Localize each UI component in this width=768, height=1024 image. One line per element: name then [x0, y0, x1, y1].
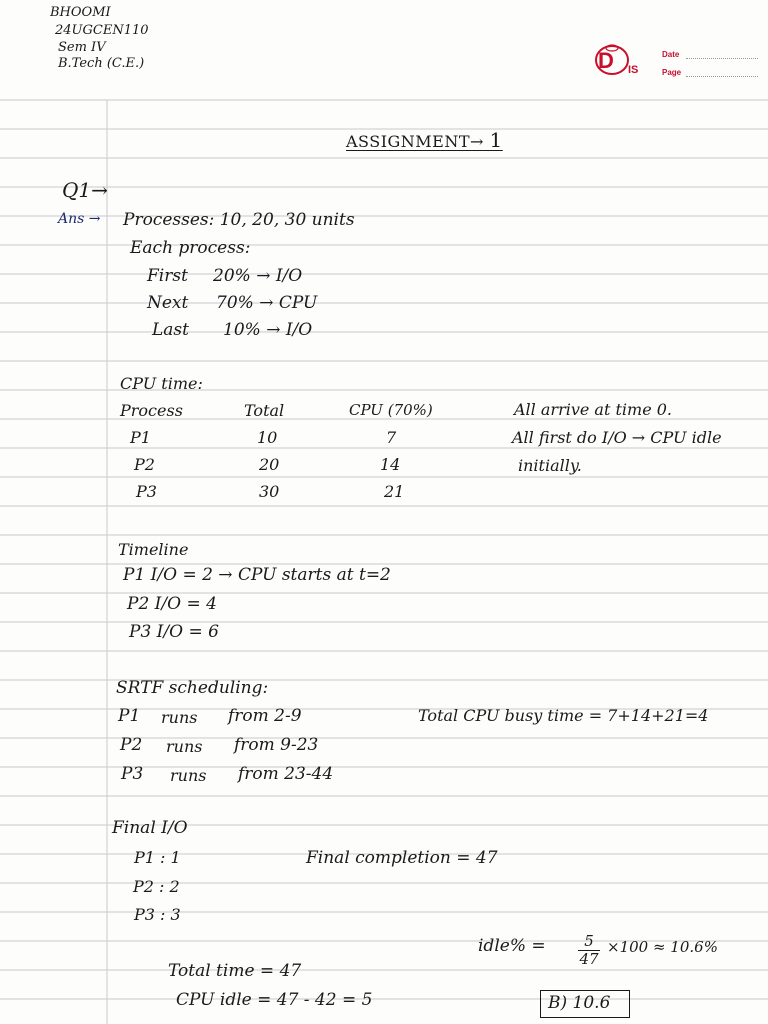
table-header-total: Total — [244, 401, 285, 420]
side-note-3: initially. — [518, 456, 582, 475]
table-header-process: Process — [120, 401, 183, 420]
srtf-p2-from: from 9-23 — [234, 735, 319, 755]
student-name: BHOOMI — [50, 5, 111, 20]
student-roll: 24UGCEN110 — [55, 23, 149, 38]
final-completion: Final completion = 47 — [306, 848, 498, 868]
total-time: Total time = 47 — [168, 961, 302, 981]
table-row-p2-total: 20 — [259, 455, 280, 474]
table-row-p2-cpu: 14 — [380, 455, 401, 474]
logo-suffix: IS — [628, 64, 639, 76]
table-row-p1-cpu: 7 — [386, 428, 397, 447]
title-arrow: → — [470, 132, 484, 151]
srtf-p1-process: P1 — [118, 706, 141, 726]
timeline-item-2: P2 I/O = 4 — [127, 594, 217, 614]
date-line — [686, 58, 758, 59]
busy-time-note: Total CPU busy time = 7+14+21=4 — [418, 706, 709, 725]
final-io-p2: P2 : 2 — [133, 877, 180, 896]
answer-box-text: B) 10.6 — [548, 993, 611, 1013]
timeline-heading: Timeline — [118, 540, 189, 559]
srtf-p2-process: P2 — [120, 735, 143, 755]
cpu-time-heading: CPU time: — [120, 374, 203, 393]
srtf-p1-runs: runs — [161, 708, 198, 727]
srtf-p1-from: from 2-9 — [228, 706, 302, 726]
split-last-value: 10% → I/O — [223, 320, 313, 340]
student-sem: Sem IV — [58, 40, 106, 55]
table-row-p3-process: P3 — [136, 482, 157, 501]
cpu-idle: CPU idle = 47 - 42 = 5 — [176, 990, 373, 1010]
title-text: ASSIGNMENT — [346, 132, 471, 151]
side-note-1: All arrive at time 0. — [514, 400, 673, 419]
table-row-p2-process: P2 — [134, 455, 155, 474]
each-process: Each process: — [130, 238, 251, 258]
question-label: Q1→ — [62, 178, 108, 202]
idle-fraction-denominator: 47 — [579, 950, 599, 968]
answer-label: Ans → — [58, 211, 101, 227]
srtf-p3-runs: runs — [170, 766, 207, 785]
split-last-label: Last — [152, 320, 189, 340]
notebook-logo — [590, 40, 652, 80]
idle-fraction-numerator: 5 — [584, 932, 594, 950]
logo-letter: D — [598, 48, 614, 73]
idle-label: idle% = — [478, 936, 546, 956]
split-first-value: 20% → I/O — [213, 266, 303, 286]
srtf-p2-runs: runs — [166, 737, 203, 756]
processes-line: Processes: 10, 20, 30 units — [123, 210, 355, 230]
idle-result: ×100 ≈ 10.6% — [607, 938, 718, 956]
srtf-p3-process: P3 — [121, 764, 144, 784]
srtf-heading: SRTF scheduling: — [116, 678, 269, 698]
date-label: Date — [662, 50, 680, 59]
table-row-p1-total: 10 — [257, 428, 278, 447]
title-number: 1 — [489, 128, 503, 152]
side-note-2: All first do I/O → CPU idle — [512, 428, 722, 447]
student-course: B.Tech (C.E.) — [58, 56, 145, 71]
idle-fraction — [578, 934, 600, 967]
timeline-item-3: P3 I/O = 6 — [129, 622, 219, 642]
table-row-p3-total: 30 — [259, 482, 280, 501]
page-line — [686, 76, 758, 77]
table-row-p1-process: P1 — [130, 428, 151, 447]
table-row-p3-cpu: 21 — [384, 482, 405, 501]
split-next-label: Next — [147, 293, 189, 313]
split-first-label: First — [147, 266, 188, 286]
page-title — [346, 130, 503, 150]
timeline-item-1: P1 I/O = 2 → CPU starts at t=2 — [123, 565, 391, 585]
page-label: Page — [662, 68, 682, 77]
srtf-p3-from: from 23-44 — [238, 764, 334, 784]
table-header-cpu: CPU (70%) — [349, 401, 433, 419]
split-next-value: 70% → CPU — [216, 293, 318, 313]
final-io-heading: Final I/O — [112, 818, 188, 838]
final-io-p3: P3 : 3 — [134, 905, 181, 924]
final-io-p1: P1 : 1 — [134, 848, 181, 867]
